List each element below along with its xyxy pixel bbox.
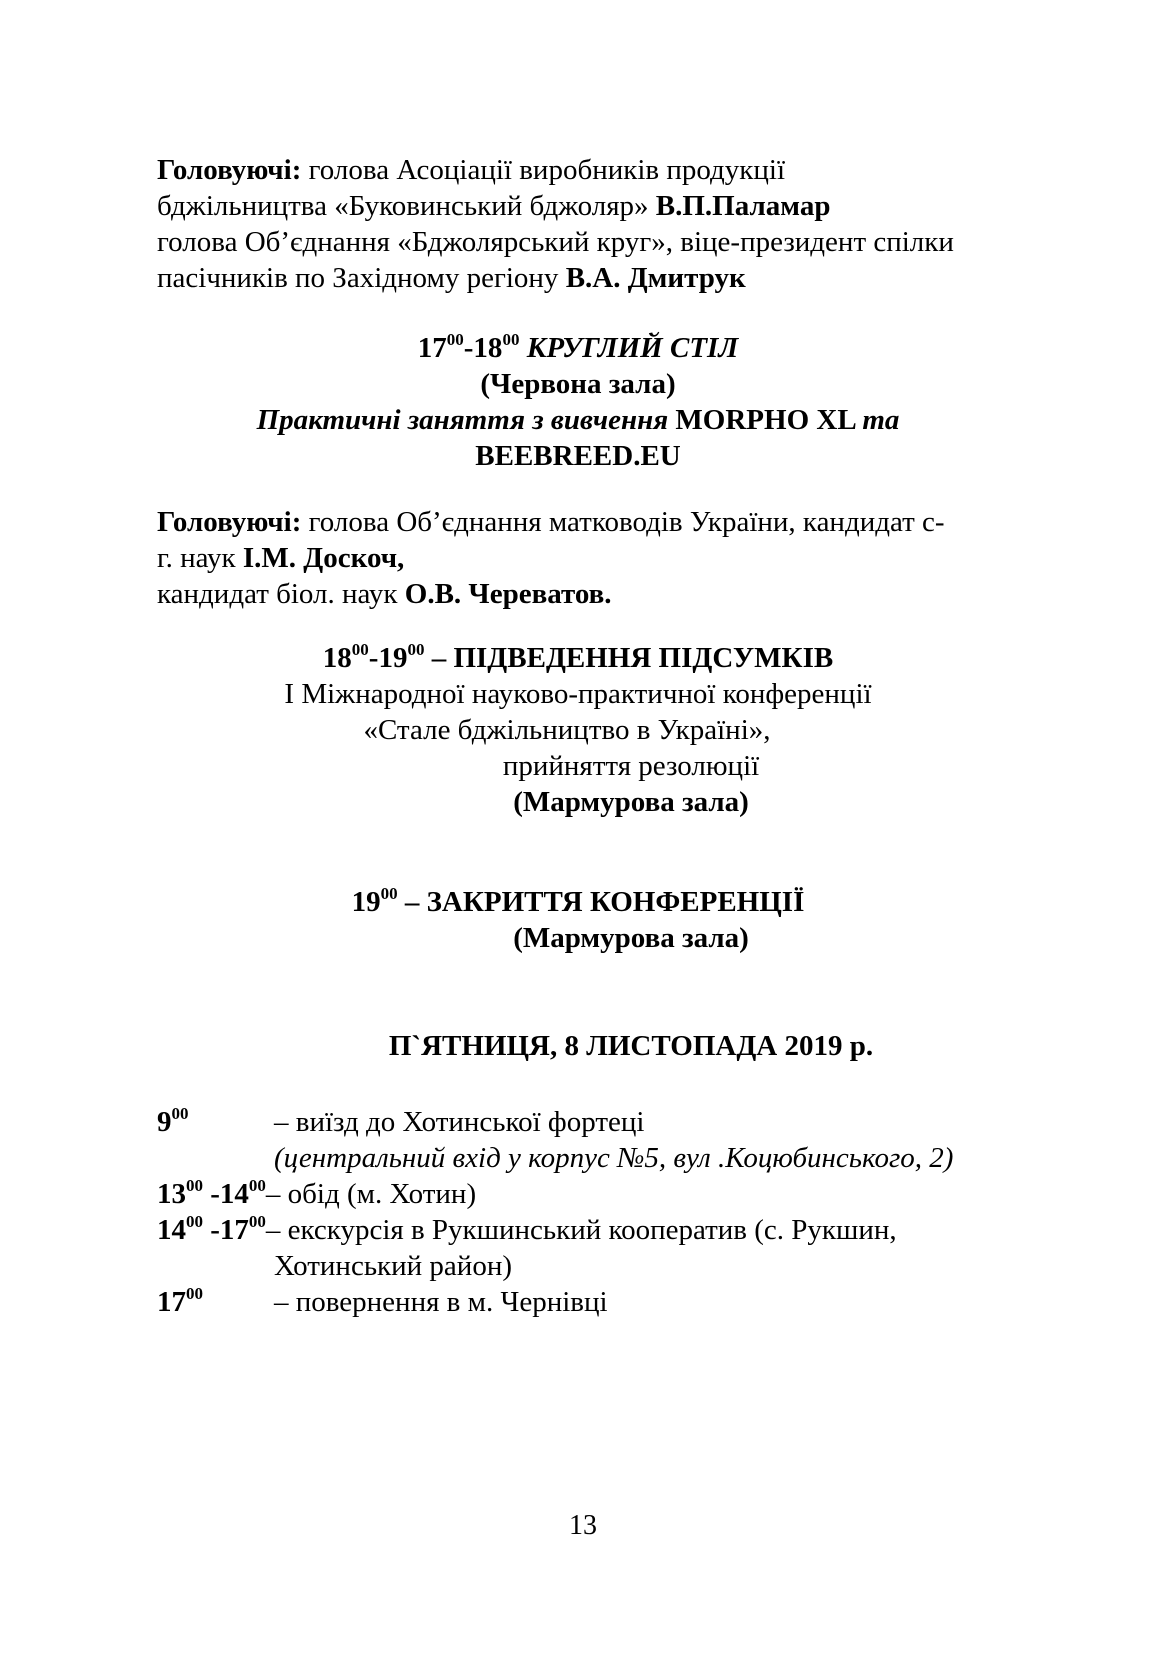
time-sup: 00 (351, 640, 369, 659)
time-sup: 00 (171, 1104, 189, 1123)
topic-text: Практичні заняття з вивчення (256, 404, 676, 436)
chair-name: О.В. Череватов. (404, 578, 612, 610)
roundtable-room: (Червона зала) (480, 368, 676, 400)
schedule-text: – обід (м. Хотин) (265, 1178, 477, 1210)
roundtable-topic-line2: BEEBREED.EU (475, 440, 681, 472)
time-sup: 00 (380, 884, 398, 903)
chairs-text: пасічників по Західному регіону (157, 262, 566, 294)
schedule-row (274, 1140, 953, 1176)
chairs-line (157, 576, 1017, 612)
topic-bold: MORPHO XL (675, 404, 863, 436)
time-sup: 00 (186, 1176, 203, 1195)
chairs-line (157, 540, 1017, 576)
chairs-text: голова Асоціації виробників продукції (301, 154, 786, 186)
time: 14 (157, 1214, 186, 1246)
schedule-row (157, 1104, 644, 1144)
schedule-text: – екскурсія в Рукшинський кооператив (с. Рукшин, (265, 1214, 897, 1246)
summary-line: прийняття резолюції (502, 750, 760, 782)
schedule-row (157, 1176, 476, 1216)
time-sup: 00 (248, 1176, 266, 1195)
session-title: – ЗАКРИТТЯ КОНФЕРЕНЦІЇ (397, 886, 805, 918)
chairs-label: Головуючі: (157, 506, 302, 538)
time: 19 (351, 886, 381, 918)
chair-name: В.А. Дмитрук (565, 262, 746, 294)
chair-name: В.П.Паламар (655, 190, 831, 222)
page-number: 13 (569, 1510, 597, 1541)
summary-line: І Міжнародної науково-практичної конференції (284, 678, 872, 710)
time-sup: 00 (407, 640, 425, 659)
time: 17 (417, 332, 447, 364)
friday-heading: П`ЯТНИЦЯ, 8 ЛИСТОПАДА 2019 р. (388, 1030, 874, 1062)
summary-room: (Мармурова зала) (513, 786, 749, 818)
time: 13 (157, 1178, 186, 1210)
time: 9 (157, 1106, 172, 1138)
schedule-text: – виїзд до Хотинської фортеці (274, 1106, 645, 1138)
schedule-row (157, 1284, 608, 1324)
chairs-text: бджільництва «Буковинський бджоляр» (157, 190, 656, 222)
schedule-time (157, 1104, 274, 1144)
chairs-line (157, 260, 1017, 296)
summary-heading (323, 640, 833, 680)
time: 17 (157, 1286, 186, 1318)
roundtable-heading (418, 330, 738, 370)
chairs-text: голова Об’єднання матководів України, кандидат с- (301, 506, 945, 538)
closing-room: (Мармурова зала) (513, 922, 749, 954)
chairs-text: г. наук (157, 542, 243, 574)
time: -14 (203, 1178, 249, 1210)
session-title: – ПІДВЕДЕННЯ ПІДСУМКІВ (424, 642, 834, 674)
time: 18 (322, 642, 352, 674)
time-sup: 00 (502, 330, 520, 349)
chairs-line (157, 152, 1017, 188)
closing-heading (352, 884, 805, 924)
roundtable-topic (257, 402, 900, 438)
time: -17 (203, 1214, 249, 1246)
summary-line: «Стале бджільництво в Україні», (363, 714, 771, 746)
time: -19 (368, 642, 408, 674)
chairs-line (157, 504, 1017, 540)
time-sup: 00 (186, 1284, 203, 1303)
chairs-line (157, 188, 1017, 224)
schedule-text: Хотинський район) (274, 1250, 512, 1282)
chairs-text: голова Об’єднання «Бджолярський круг», віце-президент спілки (157, 226, 954, 258)
chairs-text: кандидат біол. наук (157, 578, 405, 610)
time: -18 (463, 332, 503, 364)
schedule-row (157, 1212, 897, 1252)
schedule-time (157, 1212, 266, 1252)
schedule-time (157, 1284, 274, 1324)
time-sup: 00 (248, 1212, 266, 1231)
schedule-time (157, 1176, 266, 1216)
time-sup: 00 (186, 1212, 203, 1231)
chair-name: І.М. Доскоч, (242, 542, 405, 574)
schedule-text: – повернення в м. Чернівці (274, 1286, 608, 1318)
chairs-line (157, 224, 1017, 260)
session-title: КРУГЛИЙ СТІЛ (519, 332, 739, 364)
chairs-label: Головуючі: (157, 154, 302, 186)
schedule-text: (центральний вхід у корпус №5, вул .Коцюбинського, 2) (274, 1142, 954, 1174)
topic-text: та (862, 404, 900, 436)
chairs-block-1 (157, 152, 1017, 296)
time-sup: 00 (446, 330, 464, 349)
schedule-row (274, 1248, 512, 1284)
chairs-block-2 (157, 504, 1017, 612)
